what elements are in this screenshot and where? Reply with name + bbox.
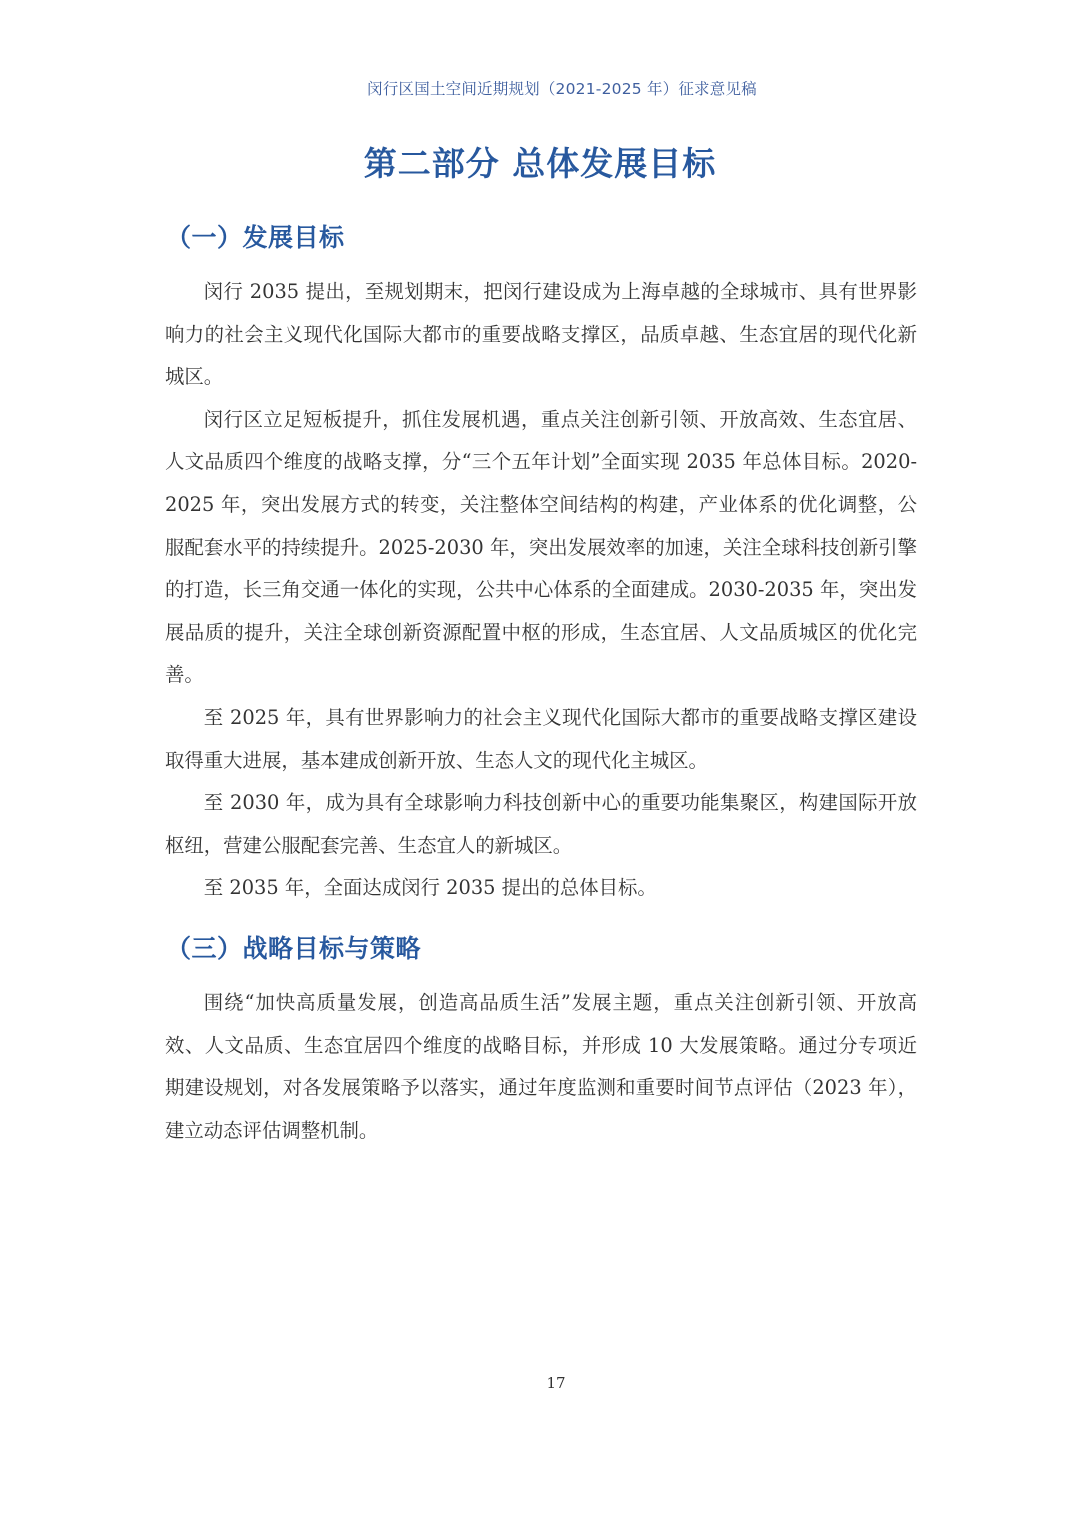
section-body-strategic-goals [165,982,917,1152]
section-body-development-goals [165,271,917,910]
section-heading-strategic-goals: （三）战略目标与策略 [166,934,422,963]
paragraph: 至 2035 年，全面达成闵行 2035 提出的总体目标。 [203,876,657,900]
paragraph: 至 2025 年，具有世界影响力的社会主义现代化国际大都市的重要战略支撑区建设取得重大进展，基本建成创新开放、生态人文的现代化主城区。 [165,705,917,772]
paragraph: 闵行区立足短板提升，抓住发展机遇，重点关注创新引领、开放高效、生态宜居、人文品质四个维度的战略支撑，分“三个五年计划”全面实现 2035 年总体目标。2020-2025 年，突出发展方式的转变，关注整体空间结构的构建，产业体系的优化调整，公服配套水平的持续提升。2025-2030 年，突出发展效率的加速，关注全球科技创新引擎的打造，长三角交通一体化的实现，公共中心体系的全面建成。2030-2035 年，突出发展品质的提升，关注全球创新资源配置中枢的形成，生态宜居、人文品质城区的优化完善。 [165,407,917,687]
part-title: 第二部分 总体发展目标 [363,144,717,183]
running-header: 闵行区国土空间近期规划（2021-2025 年）征求意见稿 [367,80,757,98]
section-heading-development-goals: （一）发展目标 [166,223,345,252]
paragraph: 闵行 2035 提出，至规划期末，把闵行建设成为上海卓越的全球城市、具有世界影响力的社会主义现代化国际大都市的重要战略支撑区，品质卓越、生态宜居的现代化新城区。 [165,280,917,389]
paragraph: 至 2030 年，成为具有全球影响力科技创新中心的重要功能集聚区，构建国际开放枢纽，营建公服配套完善、生态宜人的新城区。 [165,791,917,857]
page-number: 17 [546,1374,566,1392]
paragraph: 围绕“加快高质量发展，创造高品质生活”发展主题，重点关注创新引领、开放高效、人文品质、生态宜居四个维度的战略目标，并形成 10 大发展策略。通过分专项近期建设规划，对各发展策略予以落实，通过年度监测和重要时间节点评估（2023 年），建立动态评估调整机制。 [165,991,917,1142]
